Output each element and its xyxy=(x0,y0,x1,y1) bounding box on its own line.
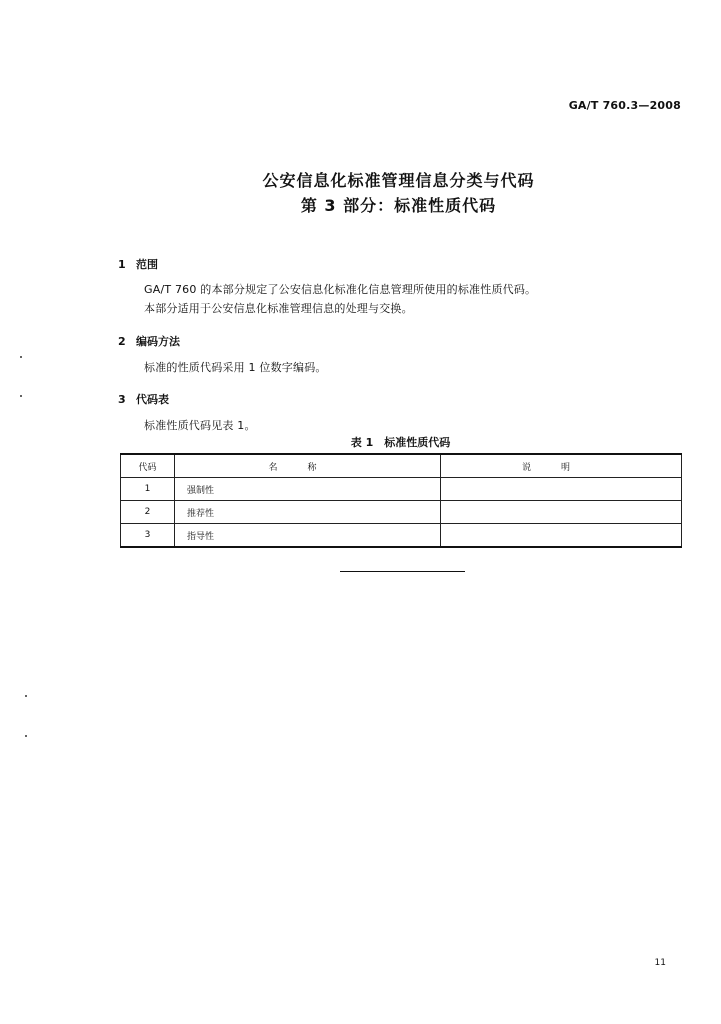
scan-speck xyxy=(25,735,27,737)
paragraph: 标准的性质代码采用 1 位数字编码。 xyxy=(144,361,327,374)
paragraph: GA/T 760 的本部分规定了公安信息化标准化信息管理所使用的标准性质代码。 xyxy=(144,283,537,296)
section-title: 范围 xyxy=(136,258,158,271)
section-heading-code-table xyxy=(118,391,169,407)
code-table xyxy=(120,453,682,548)
header-code: 代码 xyxy=(121,454,175,478)
document-subtitle: 第 3 部分：标准性质代码 xyxy=(300,196,497,215)
table-caption: 表 1 标准性质代码 xyxy=(350,436,451,449)
table-row xyxy=(121,478,682,501)
cell-name: 推荐性 xyxy=(175,501,441,524)
document-title: 公安信息化标准管理信息分类与代码 xyxy=(262,171,535,190)
paragraph: 本部分适用于公安信息化标准管理信息的处理与交换。 xyxy=(144,302,413,315)
table-row xyxy=(121,501,682,524)
end-of-document-rule xyxy=(340,571,465,572)
section-heading-coding-method xyxy=(118,333,180,349)
table-header-row xyxy=(121,454,682,478)
cell-name: 强制性 xyxy=(175,478,441,501)
cell-code: 1 xyxy=(121,478,175,501)
header-name: 名称 xyxy=(175,454,441,478)
paragraph: 标准性质代码见表 1。 xyxy=(144,419,256,432)
scan-speck xyxy=(25,695,27,697)
section-number: 3 xyxy=(118,393,126,406)
section-heading-scope xyxy=(118,256,158,272)
section-title: 代码表 xyxy=(136,393,169,406)
scan-speck xyxy=(20,395,22,397)
header-description: 说明 xyxy=(441,454,682,478)
cell-code: 2 xyxy=(121,501,175,524)
cell-name: 指导性 xyxy=(175,524,441,548)
table-row xyxy=(121,524,682,548)
section-title: 编码方法 xyxy=(136,335,180,348)
scan-speck xyxy=(20,356,22,358)
standard-code: GA/T 760.3—2008 xyxy=(568,99,681,112)
cell-code: 3 xyxy=(121,524,175,548)
section-number: 2 xyxy=(118,335,126,348)
section-number: 1 xyxy=(118,258,126,271)
page-number: 11 xyxy=(654,958,666,968)
cell-description xyxy=(441,501,682,524)
cell-description xyxy=(441,478,682,501)
cell-description xyxy=(441,524,682,548)
